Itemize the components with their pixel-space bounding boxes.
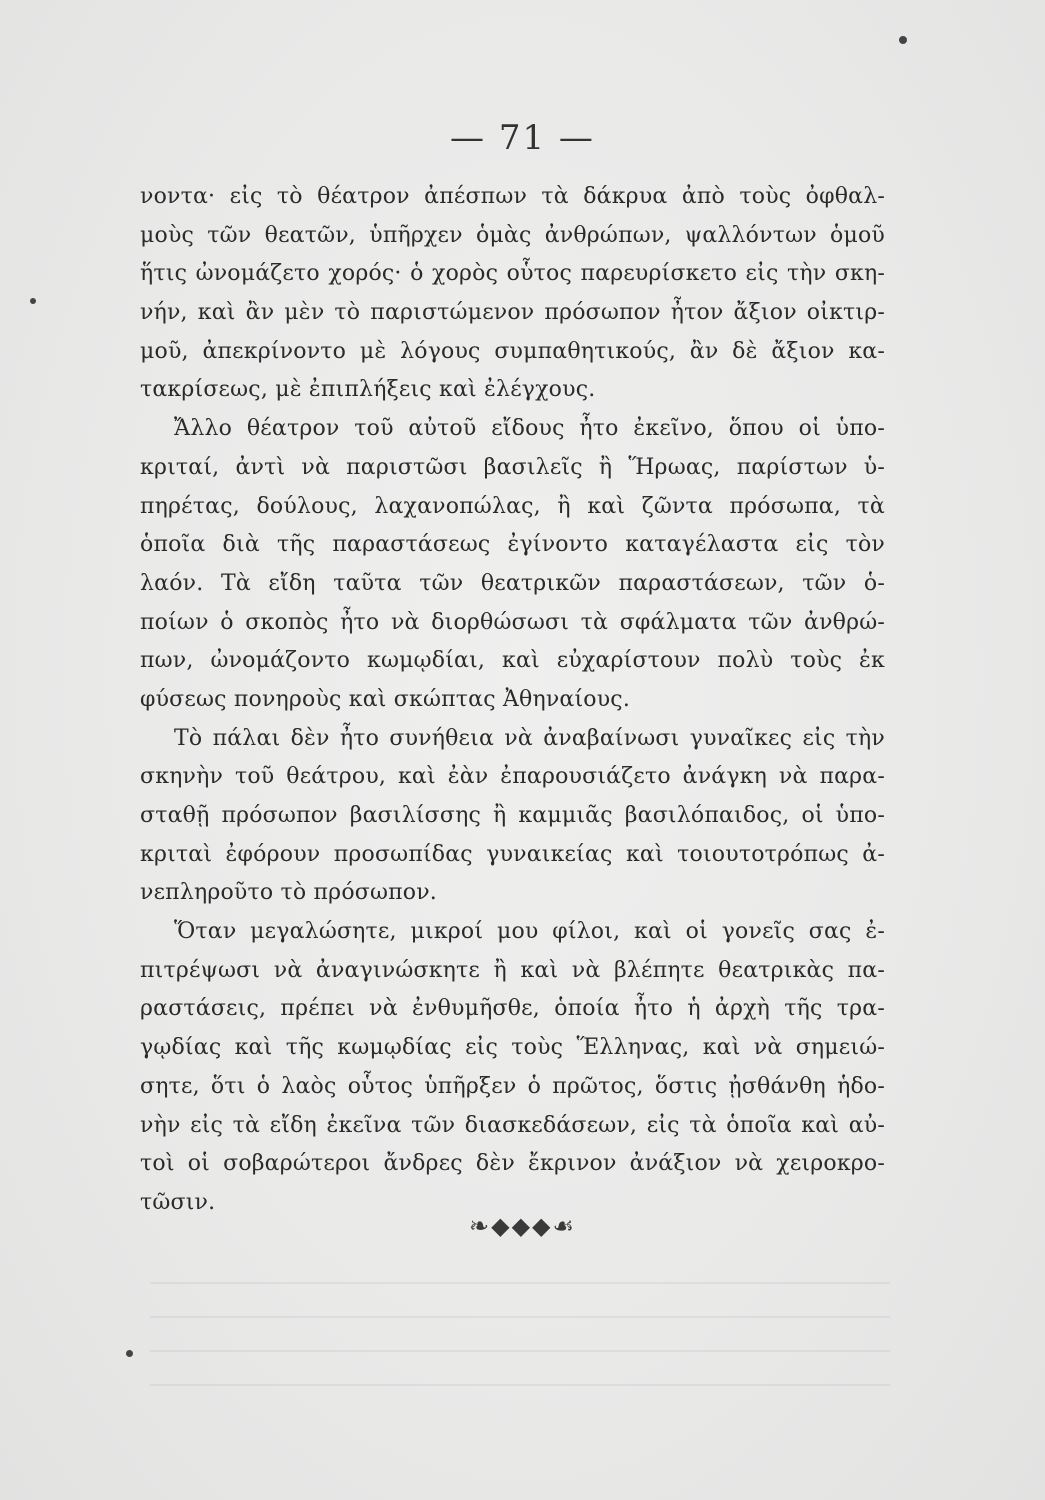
text-line: πηρέτας, δούλους, λαχανοπώλας, ἢ καὶ ζῶντα πρόσωπα, τὰ [140, 493, 885, 519]
text-line: ἥτις ὠνομάζετο χορός· ὁ χορὸς οὗτος παρευρίσκετο εἰς τὴν σκη- [140, 261, 885, 287]
text-line: νοντα· εἰς τὸ θέατρον ἀπέσπων τὰ δάκρυα ἀπὸ τοὺς ὀφθαλ- [140, 184, 885, 209]
bleed-through-line [150, 1350, 890, 1352]
paragraph-4 [140, 913, 885, 1223]
text-line: νήν, καὶ ἂν μὲν τὸ παριστώμενον πρόσωπον ἦτον ἄξιον οἰκτιρ- [140, 300, 885, 326]
text-line: ποίων ὁ σκοπὸς ἦτο νὰ διορθώσωσι τὰ σφάλματα τῶν ἀνθρώ- [140, 609, 885, 635]
text-line: ὁποῖα διὰ τῆς παραστάσεως ἐγίνοντο καταγέλαστα εἰς τὸν [140, 532, 885, 558]
text-line: μοὺς τῶν θεατῶν, ὑπῆρχεν ὁμὰς ἀνθρώπων, ψαλλόντων ὁμοῦ [140, 222, 885, 248]
text-line: Τὸ πάλαι δὲν ἦτο συνήθεια νὰ ἀναβαίνωσι γυναῖκες εἰς τὴν [174, 725, 885, 751]
ink-spot [126, 1350, 133, 1357]
bleed-through-line [150, 1316, 890, 1318]
text-line: σκηνὴν τοῦ θεάτρου, καὶ ἐὰν ἐπαρουσιάζετο ἀνάγκη νὰ παρα- [140, 764, 885, 790]
text-line: κριταί, ἀντὶ νὰ παριστῶσι βασιλεῖς ἢ Ἥρωας, παρίστων ὑ- [140, 454, 885, 480]
paragraph-1 [140, 178, 885, 410]
paragraph-2 [140, 410, 885, 720]
body-text [140, 178, 885, 1223]
page-number: — 71 — [450, 118, 595, 158]
text-line: σταθῇ πρόσωπον βασιλίσσης ἢ καμμιᾶς βασιλόπαιδος, οἱ ὑπο- [140, 803, 885, 828]
bleed-through-line [150, 1282, 890, 1284]
paragraph-3 [140, 720, 885, 913]
text-line: τακρίσεως, μὲ ἐπιπλήξεις καὶ ἐλέγχους. [140, 377, 596, 403]
text-line: μοῦ, ἀπεκρίνοντο μὲ λόγους συμπαθητικούς, ἂν δὲ ἄξιον κα- [140, 338, 885, 364]
text-line: πιτρέψωσι νὰ ἀναγινώσκητε ἢ καὶ νὰ βλέπητε θεατρικὰς πα- [140, 957, 885, 983]
text-line: τῶσιν. [140, 1189, 216, 1215]
end-ornament: ❧◆◆◆☙ [469, 1212, 576, 1240]
text-line: Ὅταν μεγαλώσητε, μικροί μου φίλοι, καὶ οἱ γονεῖς σας ἐ- [174, 919, 885, 945]
text-line: πων, ὠνομάζοντο κωμῳδίαι, καὶ εὐχαρίστουν πολὺ τοὺς ἐκ [140, 648, 885, 674]
text-line: λαόν. Τὰ εἴδη ταῦτα τῶν θεατρικῶν παραστάσεων, τῶν ὁ- [140, 570, 885, 596]
ink-spot [899, 36, 907, 44]
text-line: τοὶ οἱ σοβαρώτεροι ἄνδρες δὲν ἔκρινον ἀνάξιον νὰ χειροκρο- [140, 1151, 885, 1177]
text-line: φύσεως πονηροὺς καὶ σκώπτας Ἀθηναίους. [140, 686, 631, 712]
text-line: νὴν εἰς τὰ εἴδη ἐκεῖνα τῶν διασκεδάσεων, εἰς τὰ ὁποῖα καὶ αὐ- [140, 1112, 885, 1138]
text-line: ραστάσεις, πρέπει νὰ ἐνθυμῆσθε, ὁποία ἦτο ἡ ἀρχὴ τῆς τρα- [140, 996, 885, 1022]
text-line: νεπληροῦτο τὸ πρόσωπον. [140, 880, 437, 906]
text-line: γῳδίας καὶ τῆς κωμῳδίας εἰς τοὺς Ἕλληνας, καὶ νὰ σημειώ- [140, 1035, 885, 1061]
ink-spot [30, 298, 36, 304]
bleed-through-line [150, 1384, 890, 1386]
text-line: Ἄλλο θέατρον τοῦ αὐτοῦ εἴδους ἦτο ἐκεῖνο, ὅπου οἱ ὑπο- [174, 416, 885, 442]
text-line: κριταὶ ἐφόρουν προσωπίδας γυναικείας καὶ τοιουτοτρόπως ἀ- [140, 841, 885, 867]
text-line: σητε, ὅτι ὁ λαὸς οὗτος ὑπῆρξεν ὁ πρῶτος, ὅστις ᾐσθάνθη ἡδο- [140, 1073, 885, 1099]
